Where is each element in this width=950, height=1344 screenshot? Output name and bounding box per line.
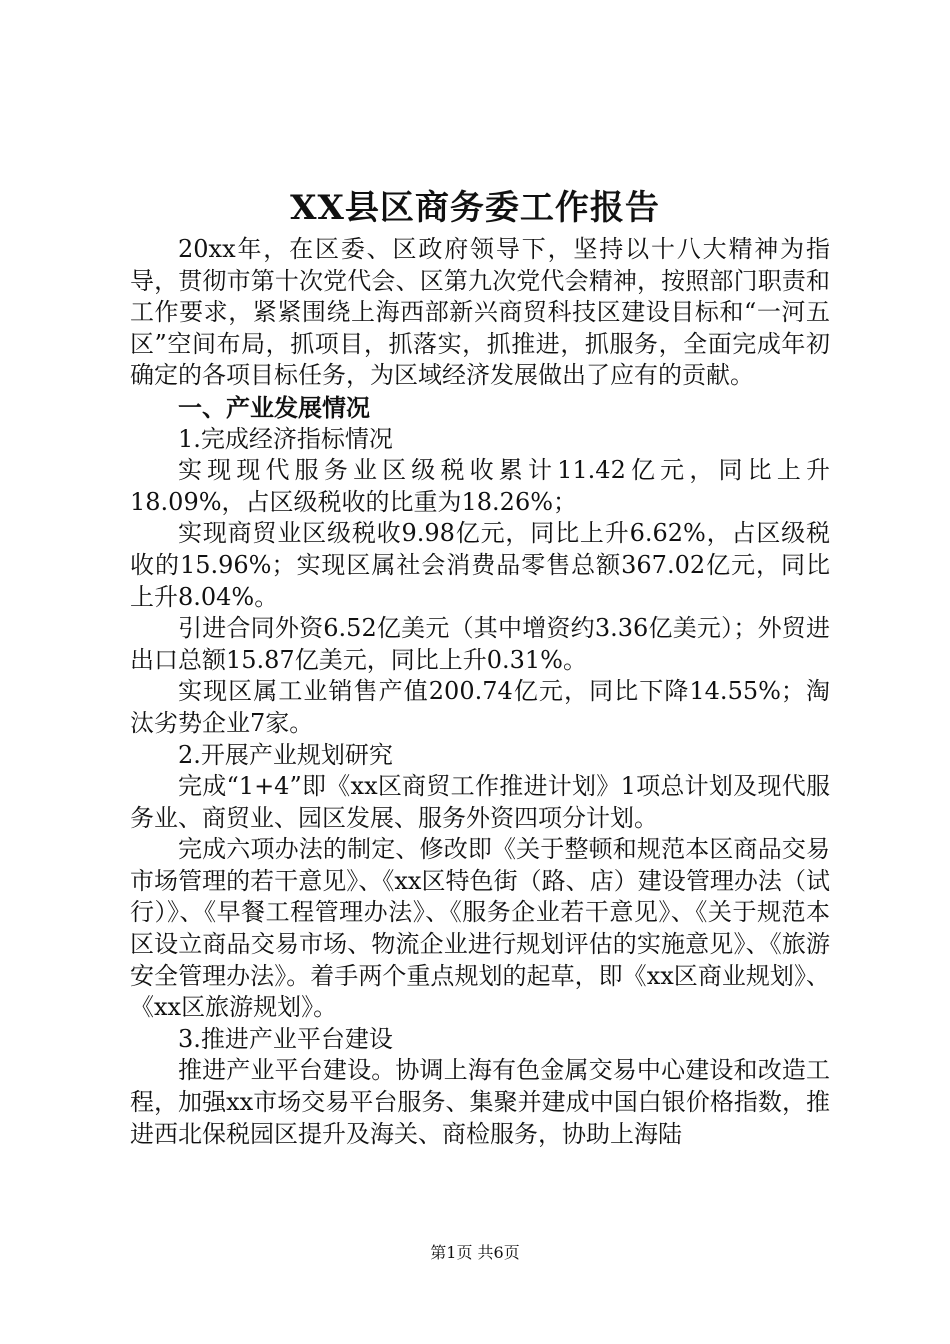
document-body xyxy=(130,234,830,1150)
body-paragraph: 实现现代服务业区级税收累计11.42亿元，同比上升18.09%，占区级税收的比重为18.26%； xyxy=(130,456,830,516)
intro-paragraph: 20xx年，在区委、区政府领导下，坚持以十八大精神为指导，贯彻市第十次党代会、区第九次党代会精神，按照部门职责和工作要求，紧紧围绕上海西部新兴商贸科技区建设目标和“一河五区”空间布局，抓项目，抓落实，抓推进，抓服务，全面完成年初确定的各项目标任务，为区域经济发展做出了应有的贡献。 xyxy=(130,235,830,390)
page-number-footer: 第1页 共6页 xyxy=(430,1243,520,1262)
body-paragraph: 完成“1+4”即《xx区商贸工作推进计划》1项总计划及现代服务业、商贸业、园区发展、服务外资四项分计划。 xyxy=(130,772,830,832)
document-title: XX县区商务委工作报告 xyxy=(290,188,660,228)
subsection-heading: 3.推进产业平台建设 xyxy=(178,1024,393,1053)
body-paragraph: 实现商贸业区级税收9.98亿元，同比上升6.62%，占区级税收的15.96%；实现区属社会消费品零售总额367.02亿元，同比上升8.04%。 xyxy=(130,519,830,611)
body-paragraph: 推进产业平台建设。协调上海有色金属交易中心建设和改造工程，加强xx市场交易平台服务、集聚并建成中国白银价格指数，推进西北保税园区提升及海关、商检服务，协助上海陆 xyxy=(130,1056,830,1148)
body-paragraph: 引进合同外资6.52亿美元（其中增资约3.36亿美元）；外贸进出口总额15.87亿美元，同比上升0.31%。 xyxy=(130,614,830,674)
subsection-heading: 1.完成经济指标情况 xyxy=(178,424,393,453)
body-paragraph: 实现区属工业销售产值200.74亿元，同比下降14.55%；淘汰劣势企业7家。 xyxy=(130,677,830,737)
section-heading: 一、产业发展情况 xyxy=(178,392,370,422)
body-paragraph: 完成六项办法的制定、修改即《关于整顿和规范本区商品交易市场管理的若干意见》、《xx区特色街（路、店）建设管理办法（试行）》、《早餐工程管理办法》、《服务企业若干意见》、《关于规范本区设立商品交易市场、物流企业进行规划评估的实施意见》、《旅游安全管理办法》。着手两个重点规划的起草，即《xx区商业规划》、《xx区旅游规划》。 xyxy=(130,835,830,1022)
subsection-heading: 2.开展产业规划研究 xyxy=(178,740,393,769)
